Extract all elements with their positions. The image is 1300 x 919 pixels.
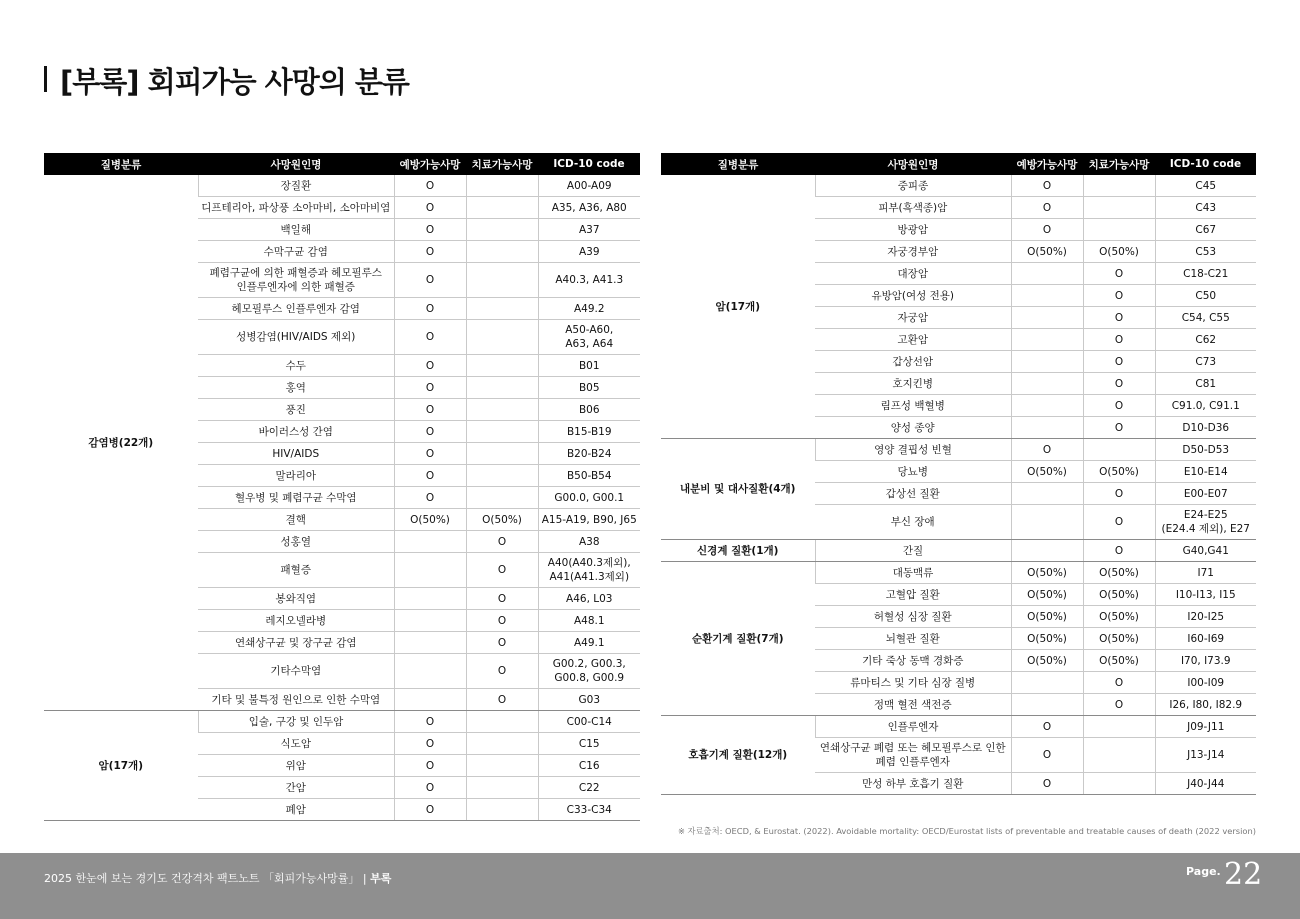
left-classification-table (44, 153, 640, 821)
cause-cell: 유방암(여성 전용) (815, 285, 1011, 307)
icd-code-cell: E10-E14 (1155, 461, 1256, 483)
icd-code-cell: A49.2 (538, 298, 640, 320)
preventable-cell: O (394, 421, 466, 443)
category-cell: 호흡기계 질환(12개) (661, 716, 815, 795)
icd-code-cell: I60-I69 (1155, 628, 1256, 650)
icd-code-cell: E00-E07 (1155, 483, 1256, 505)
treatable-cell (1083, 219, 1155, 241)
cause-cell: 영양 결핍성 빈혈 (815, 439, 1011, 461)
treatable-cell (466, 298, 538, 320)
icd-code-cell: C18-C21 (1155, 263, 1256, 285)
column-header: 질병분류 (661, 153, 815, 175)
icd-code-cell: C50 (1155, 285, 1256, 307)
cause-cell: 풍진 (198, 399, 394, 421)
treatable-cell (1083, 439, 1155, 461)
cause-cell: 혈우병 및 폐렴구균 수막염 (198, 487, 394, 509)
icd-code-cell: C15 (538, 733, 640, 755)
icd-code-cell: C81 (1155, 373, 1256, 395)
icd-code-cell: G00.0, G00.1 (538, 487, 640, 509)
icd-code-cell: A40.3, A41.3 (538, 263, 640, 298)
column-header: 사망원인명 (815, 153, 1011, 175)
page-number: 22 (1224, 857, 1263, 892)
treatable-cell (466, 355, 538, 377)
treatable-cell (466, 377, 538, 399)
left-table-header (44, 153, 640, 175)
cause-cell: 패혈증 (198, 553, 394, 588)
preventable-cell: O (394, 399, 466, 421)
table-row (661, 540, 1256, 562)
preventable-cell (394, 610, 466, 632)
preventable-cell (1011, 373, 1083, 395)
cause-cell: 성홍열 (198, 531, 394, 553)
icd-code-cell: C33-C34 (538, 799, 640, 821)
cause-cell: 고혈압 질환 (815, 584, 1011, 606)
cause-cell: 대동맥류 (815, 562, 1011, 584)
icd-code-cell: G40,G41 (1155, 540, 1256, 562)
treatable-cell (466, 443, 538, 465)
treatable-cell: O (1083, 694, 1155, 716)
treatable-cell (466, 755, 538, 777)
icd-code-cell: C91.0, C91.1 (1155, 395, 1256, 417)
preventable-cell (1011, 505, 1083, 540)
cause-cell: 류마티스 및 기타 심장 질병 (815, 672, 1011, 694)
preventable-cell: O(50%) (1011, 650, 1083, 672)
cause-cell: 수막구균 감염 (198, 241, 394, 263)
cause-cell: 폐암 (198, 799, 394, 821)
preventable-cell: O(50%) (1011, 461, 1083, 483)
treatable-cell (466, 421, 538, 443)
cause-cell: 폐렴구균에 의한 패혈증과 헤모필루스 인플루엔자에 의한 패혈증 (198, 263, 394, 298)
icd-code-cell: C73 (1155, 351, 1256, 373)
treatable-cell: O (466, 588, 538, 610)
treatable-cell (466, 487, 538, 509)
preventable-cell (1011, 483, 1083, 505)
preventable-cell: O (1011, 716, 1083, 738)
icd-code-cell: C53 (1155, 241, 1256, 263)
table-row (661, 439, 1256, 461)
treatable-cell: O (1083, 285, 1155, 307)
preventable-cell: O (394, 777, 466, 799)
preventable-cell (1011, 307, 1083, 329)
icd-code-cell: C43 (1155, 197, 1256, 219)
cause-cell: 인플루엔자 (815, 716, 1011, 738)
preventable-cell (1011, 694, 1083, 716)
preventable-cell: O(50%) (394, 509, 466, 531)
icd-code-cell: J09-J11 (1155, 716, 1256, 738)
treatable-cell: O (1083, 672, 1155, 694)
source-note: ※ 자료출처: OECD, & Eurostat. (2022). Avoidable mortality: OECD/Eurostat lists of preventable and treatable causes of death (2022 version) (677, 826, 1256, 836)
right-classification-table (661, 153, 1256, 795)
treatable-cell: O (466, 654, 538, 689)
icd-code-cell: B15-B19 (538, 421, 640, 443)
treatable-cell (466, 263, 538, 298)
icd-code-cell: G03 (538, 689, 640, 711)
treatable-cell: O(50%) (1083, 650, 1155, 672)
cause-cell: 자궁경부암 (815, 241, 1011, 263)
treatable-cell: O(50%) (1083, 606, 1155, 628)
category-cell: 감염병(22개) (44, 175, 198, 711)
cause-cell: 위암 (198, 755, 394, 777)
preventable-cell: O (394, 443, 466, 465)
preventable-cell: O (394, 487, 466, 509)
preventable-cell: O (394, 755, 466, 777)
footer-text (44, 870, 391, 886)
preventable-cell (1011, 672, 1083, 694)
category-cell: 순환기계 질환(7개) (661, 562, 815, 716)
cause-cell: 홍역 (198, 377, 394, 399)
preventable-cell: O(50%) (1011, 606, 1083, 628)
column-header: ICD-10 code (538, 153, 640, 175)
treatable-cell: O(50%) (466, 509, 538, 531)
cause-cell: 림프성 백혈병 (815, 395, 1011, 417)
icd-code-cell: I26, I80, I82.9 (1155, 694, 1256, 716)
treatable-cell (1083, 738, 1155, 773)
preventable-cell: O (394, 711, 466, 733)
table-row (661, 716, 1256, 738)
category-cell: 암(17개) (44, 711, 198, 821)
footer-doc-title: 2025 한눈에 보는 경기도 건강격차 팩트노트 「회피가능사망률」 | (44, 872, 371, 885)
cause-cell: 당뇨병 (815, 461, 1011, 483)
icd-code-cell: I71 (1155, 562, 1256, 584)
icd-code-cell: B20-B24 (538, 443, 640, 465)
preventable-cell: O(50%) (1011, 628, 1083, 650)
cause-cell: HIV/AIDS (198, 443, 394, 465)
icd-code-cell: C54, C55 (1155, 307, 1256, 329)
preventable-cell: O(50%) (1011, 584, 1083, 606)
column-header: 사망원인명 (198, 153, 394, 175)
preventable-cell: O (394, 197, 466, 219)
title-accent-bar (44, 66, 47, 92)
preventable-cell: O (394, 799, 466, 821)
column-header: 예방가능사망 (394, 153, 466, 175)
icd-code-cell: C67 (1155, 219, 1256, 241)
preventable-cell (394, 654, 466, 689)
cause-cell: 수두 (198, 355, 394, 377)
preventable-cell: O (1011, 773, 1083, 795)
treatable-cell: O (1083, 540, 1155, 562)
icd-code-cell: C62 (1155, 329, 1256, 351)
table-row (44, 711, 640, 733)
treatable-cell (466, 777, 538, 799)
column-header: ICD-10 code (1155, 153, 1256, 175)
treatable-cell: O(50%) (1083, 628, 1155, 650)
icd-code-cell: A38 (538, 531, 640, 553)
left-table-body (44, 175, 640, 821)
icd-code-cell: I70, I73.9 (1155, 650, 1256, 672)
cause-cell: 레지오넬라병 (198, 610, 394, 632)
cause-cell: 장질환 (198, 175, 394, 197)
right-table-header (661, 153, 1256, 175)
icd-code-cell: J13-J14 (1155, 738, 1256, 773)
preventable-cell (394, 531, 466, 553)
cause-cell: 부신 장애 (815, 505, 1011, 540)
preventable-cell: O (394, 320, 466, 355)
treatable-cell (1083, 773, 1155, 795)
cause-cell: 간암 (198, 777, 394, 799)
treatable-cell: O (466, 689, 538, 711)
preventable-cell: O (394, 263, 466, 298)
cause-cell: 봉와직염 (198, 588, 394, 610)
treatable-cell: O (1083, 395, 1155, 417)
cause-cell: 피부(흑색종)암 (815, 197, 1011, 219)
cause-cell: 연쇄상구균 폐렴 또는 헤모필루스로 인한 폐렴 인플루엔자 (815, 738, 1011, 773)
preventable-cell (394, 689, 466, 711)
table-row (661, 562, 1256, 584)
preventable-cell: O (394, 219, 466, 241)
cause-cell: 연쇄상구균 및 장구균 감염 (198, 632, 394, 654)
right-table-body (661, 175, 1256, 795)
icd-code-cell: A39 (538, 241, 640, 263)
treatable-cell: O (1083, 373, 1155, 395)
treatable-cell: O (466, 632, 538, 654)
treatable-cell: O (1083, 505, 1155, 540)
cause-cell: 기타수막염 (198, 654, 394, 689)
cause-cell: 고환암 (815, 329, 1011, 351)
icd-code-cell: A15-A19, B90, J65 (538, 509, 640, 531)
icd-code-cell: D50-D53 (1155, 439, 1256, 461)
footer-bar (0, 853, 1300, 919)
icd-code-cell: C00-C14 (538, 711, 640, 733)
cause-cell: 간질 (815, 540, 1011, 562)
column-header: 치료가능사망 (1083, 153, 1155, 175)
preventable-cell: O (394, 733, 466, 755)
treatable-cell: O(50%) (1083, 241, 1155, 263)
preventable-cell (1011, 540, 1083, 562)
preventable-cell: O (394, 298, 466, 320)
column-header: 치료가능사망 (466, 153, 538, 175)
icd-code-cell: A48.1 (538, 610, 640, 632)
cause-cell: 디프테리아, 파상풍 소아마비, 소아마비염 (198, 197, 394, 219)
cause-cell: 방광암 (815, 219, 1011, 241)
icd-code-cell: J40-J44 (1155, 773, 1256, 795)
treatable-cell (466, 320, 538, 355)
icd-code-cell: I20-I25 (1155, 606, 1256, 628)
icd-code-cell: C45 (1155, 175, 1256, 197)
cause-cell: 식도암 (198, 733, 394, 755)
footer-section: 부록 (370, 872, 392, 885)
cause-cell: 말라리아 (198, 465, 394, 487)
icd-code-cell: A49.1 (538, 632, 640, 654)
column-header: 질병분류 (44, 153, 198, 175)
icd-code-cell: A46, L03 (538, 588, 640, 610)
treatable-cell: O (1083, 417, 1155, 439)
cause-cell: 뇌혈관 질환 (815, 628, 1011, 650)
treatable-cell (466, 711, 538, 733)
preventable-cell: O (1011, 197, 1083, 219)
treatable-cell: O(50%) (1083, 461, 1155, 483)
cause-cell: 허혈성 심장 질환 (815, 606, 1011, 628)
treatable-cell (466, 197, 538, 219)
category-cell: 내분비 및 대사질환(4개) (661, 439, 815, 540)
cause-cell: 갑상선 질환 (815, 483, 1011, 505)
cause-cell: 갑상선암 (815, 351, 1011, 373)
preventable-cell (1011, 395, 1083, 417)
preventable-cell: O(50%) (1011, 241, 1083, 263)
treatable-cell (466, 175, 538, 197)
treatable-cell: O(50%) (1083, 584, 1155, 606)
treatable-cell: O (1083, 263, 1155, 285)
icd-code-cell: G00.2, G00.3, G00.8, G00.9 (538, 654, 640, 689)
cause-cell: 입술, 구강 및 인두암 (198, 711, 394, 733)
preventable-cell: O (394, 465, 466, 487)
preventable-cell (1011, 417, 1083, 439)
icd-code-cell: A37 (538, 219, 640, 241)
preventable-cell: O (1011, 219, 1083, 241)
cause-cell: 정맥 혈전 색전증 (815, 694, 1011, 716)
treatable-cell (466, 733, 538, 755)
treatable-cell (466, 399, 538, 421)
cause-cell: 자궁암 (815, 307, 1011, 329)
icd-code-cell: D10-D36 (1155, 417, 1256, 439)
icd-code-cell: A40(A40.3제외), A41(A41.3제외) (538, 553, 640, 588)
cause-cell: 양성 종양 (815, 417, 1011, 439)
treatable-cell (466, 219, 538, 241)
preventable-cell (1011, 285, 1083, 307)
preventable-cell (1011, 329, 1083, 351)
treatable-cell: O (466, 553, 538, 588)
preventable-cell: O (1011, 175, 1083, 197)
icd-code-cell: B06 (538, 399, 640, 421)
cause-cell: 만성 하부 호흡기 질환 (815, 773, 1011, 795)
cause-cell: 결핵 (198, 509, 394, 531)
treatable-cell (1083, 716, 1155, 738)
preventable-cell: O (394, 377, 466, 399)
icd-code-cell: E24-E25 (E24.4 제외), E27 (1155, 505, 1256, 540)
cause-cell: 대장암 (815, 263, 1011, 285)
preventable-cell: O (1011, 439, 1083, 461)
treatable-cell: O(50%) (1083, 562, 1155, 584)
page-title: [부록] 회피가능 사망의 분류 (60, 65, 409, 99)
icd-code-cell: A00-A09 (538, 175, 640, 197)
icd-code-cell: A35, A36, A80 (538, 197, 640, 219)
category-cell: 암(17개) (661, 175, 815, 439)
cause-cell: 기타 죽상 동맥 경화증 (815, 650, 1011, 672)
page-label: Page. (1186, 865, 1221, 878)
preventable-cell (394, 553, 466, 588)
cause-cell: 중피종 (815, 175, 1011, 197)
treatable-cell (1083, 197, 1155, 219)
preventable-cell (394, 632, 466, 654)
preventable-cell (1011, 263, 1083, 285)
icd-code-cell: A50-A60, A63, A64 (538, 320, 640, 355)
treatable-cell (466, 465, 538, 487)
treatable-cell (1083, 175, 1155, 197)
icd-code-cell: B01 (538, 355, 640, 377)
cause-cell: 헤모필루스 인플루엔자 감염 (198, 298, 394, 320)
preventable-cell: O (394, 355, 466, 377)
cause-cell: 백일해 (198, 219, 394, 241)
preventable-cell (394, 588, 466, 610)
treatable-cell (466, 799, 538, 821)
preventable-cell: O (1011, 738, 1083, 773)
table-row (44, 175, 640, 197)
treatable-cell (466, 241, 538, 263)
table-row (661, 175, 1256, 197)
preventable-cell: O (394, 175, 466, 197)
treatable-cell: O (466, 531, 538, 553)
preventable-cell (1011, 351, 1083, 373)
cause-cell: 호지킨병 (815, 373, 1011, 395)
preventable-cell: O (394, 241, 466, 263)
treatable-cell: O (1083, 483, 1155, 505)
category-cell: 신경계 질환(1개) (661, 540, 815, 562)
treatable-cell: O (1083, 329, 1155, 351)
cause-cell: 기타 및 불특정 원인으로 인한 수막염 (198, 689, 394, 711)
cause-cell: 성병감염(HIV/AIDS 제외) (198, 320, 394, 355)
icd-code-cell: I10-I13, I15 (1155, 584, 1256, 606)
cause-cell: 바이러스성 간염 (198, 421, 394, 443)
icd-code-cell: I00-I09 (1155, 672, 1256, 694)
treatable-cell: O (1083, 307, 1155, 329)
treatable-cell: O (1083, 351, 1155, 373)
treatable-cell: O (466, 610, 538, 632)
icd-code-cell: C22 (538, 777, 640, 799)
icd-code-cell: C16 (538, 755, 640, 777)
icd-code-cell: B50-B54 (538, 465, 640, 487)
column-header: 예방가능사망 (1011, 153, 1083, 175)
icd-code-cell: B05 (538, 377, 640, 399)
preventable-cell: O(50%) (1011, 562, 1083, 584)
